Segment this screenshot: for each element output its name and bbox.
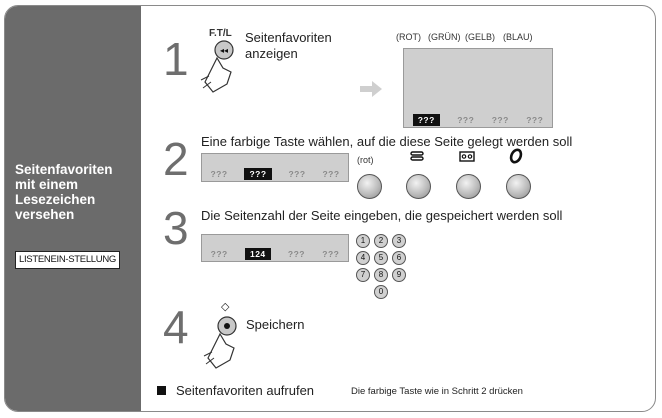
screen-cell: ??? [491,115,509,125]
screen-cell: ??? [210,169,228,179]
keypad-key: 4 [356,251,370,265]
screen-cells [202,247,348,261]
sidebar-title [15,162,139,222]
red-color-button [357,174,382,199]
arrow-right-icon [358,79,384,99]
bullet-square [157,386,166,395]
tv-screen-step-1 [403,48,553,128]
screen-cells [404,113,552,127]
sidebar-title-line: Seitenfavoriten [15,162,113,177]
keypad-key: 6 [392,251,406,265]
tape-icon [459,150,475,164]
color-label-yellow: (GELB) [465,32,496,42]
keypad-key: 0 [374,285,388,299]
ftl-key-label: F.T/L [209,28,232,39]
step-4-number: 4 [163,301,189,353]
step-1-text-line: anzeigen [245,46,298,61]
tv-screen-step-2 [201,153,349,182]
screen-cell: ??? [287,249,305,259]
color-label-blue: (BLAU) [503,32,533,42]
screen-cell: ??? [210,249,228,259]
red-button-label: (rot) [357,155,374,165]
screen-cell: ??? [322,169,340,179]
screen-cells [202,167,348,181]
footer-label: Seitenfavoriten aufrufen [176,383,315,398]
step-1-number: 1 [163,33,189,85]
step-1-text-line: Seitenfavoriten [245,30,332,45]
color-label-green: (GRÜN) [428,32,461,42]
keypad-key: 8 [374,268,388,282]
screen-cell: ??? [322,249,340,259]
keypad-key: 3 [392,234,406,248]
svg-text:◂◂: ◂◂ [219,46,229,55]
screen-cell: ??? [244,168,271,180]
screen-cell: ??? [457,115,475,125]
list-icon [410,150,424,164]
disc-icon [509,148,523,164]
step-3-text: Die Seitenzahl der Seite eingeben, die gespeichert werden soll [201,208,563,223]
sidebar-title-line: versehen [15,207,75,222]
keypad-key: 1 [356,234,370,248]
sidebar-title-line: Lesezeichen [15,192,96,207]
sidebar-badge: LISTENEIN-STELLUNG [15,251,120,269]
ok-key-symbol: ◇ [221,301,230,313]
step-3-number: 3 [163,202,189,254]
step-1-text [245,30,332,62]
screen-cell: ??? [526,115,544,125]
step-4-text: Speichern [246,317,305,332]
step-2-number: 2 [163,133,189,185]
keypad-key: 9 [392,268,406,282]
step-2-text: Eine farbige Taste wählen, auf die diese Seite gelegt werden soll [201,134,573,149]
color-label-red: (ROT) [396,32,421,42]
screen-cell: ??? [413,114,440,126]
hand-pressing-ok-icon [199,314,243,370]
keypad-key: 7 [356,268,370,282]
yellow-color-button [456,174,481,199]
keypad-key: 2 [374,234,388,248]
tv-screen-step-3 [201,234,349,262]
keypad-key: 5 [374,251,388,265]
screen-cell: ??? [288,169,306,179]
hand-pressing-icon [197,38,239,94]
screen-cell: 124 [245,248,271,260]
sidebar-title-line: mit einem [15,177,79,192]
sidebar [5,6,141,411]
green-color-button [406,174,431,199]
footer-text: Die farbige Taste wie in Schritt 2 drücken [351,386,523,397]
blue-color-button [506,174,531,199]
